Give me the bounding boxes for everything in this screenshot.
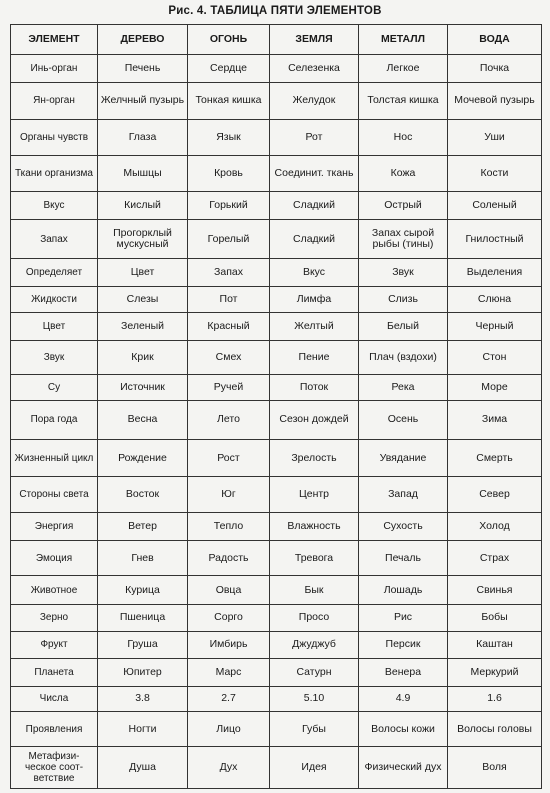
table-cell-water: Меркурий	[448, 658, 542, 686]
table-cell-metal: Сухость	[359, 513, 448, 541]
table-row	[11, 374, 542, 400]
row-header-cell: Проявления	[11, 712, 98, 747]
row-header-cell: Ян-орган	[11, 82, 98, 119]
table-cell-water: Кости	[448, 156, 542, 192]
table-cell-water: Гнилостный	[448, 220, 542, 259]
table-cell-fire: 2.7	[188, 686, 270, 712]
table-cell-fire: Кровь	[188, 156, 270, 192]
table-cell-fire: Лицо	[188, 712, 270, 747]
table-cell-water: Холод	[448, 513, 542, 541]
table-cell-metal: Персик	[359, 631, 448, 658]
table-cell-wood: Желчный пузырь	[98, 82, 188, 119]
table-cell-metal: Белый	[359, 313, 448, 341]
table-cell-water: Море	[448, 374, 542, 400]
row-header-cell: Эмоция	[11, 541, 98, 576]
table-cell-water: Страх	[448, 541, 542, 576]
table-cell-earth: Желудок	[270, 82, 359, 119]
table-cell-water: Зима	[448, 400, 542, 439]
table-body	[11, 55, 542, 789]
table-cell-fire: Имбирь	[188, 631, 270, 658]
header-cell-water: ВОДА	[448, 25, 542, 55]
table-row	[11, 686, 542, 712]
table-cell-fire: Овца	[188, 576, 270, 605]
table-cell-water: Бобы	[448, 605, 542, 632]
table-cell-fire: Сорго	[188, 605, 270, 632]
table-cell-fire: Пот	[188, 287, 270, 313]
table-cell-fire: Красный	[188, 313, 270, 341]
table-cell-wood: Груша	[98, 631, 188, 658]
table-cell-earth: Пение	[270, 340, 359, 374]
row-header-cell: Запах	[11, 220, 98, 259]
table-cell-water: Слюна	[448, 287, 542, 313]
table-cell-water: Выделения	[448, 259, 542, 287]
table-cell-wood: Крик	[98, 340, 188, 374]
table-cell-fire: Смех	[188, 340, 270, 374]
table-cell-earth: Джуджуб	[270, 631, 359, 658]
table-cell-metal: Лошадь	[359, 576, 448, 605]
table-cell-water: Почка	[448, 55, 542, 83]
row-header-cell: Звук	[11, 340, 98, 374]
row-header-cell: Числа	[11, 686, 98, 712]
table-row	[11, 287, 542, 313]
table-cell-wood: Кислый	[98, 192, 188, 220]
table-cell-wood: Пшеница	[98, 605, 188, 632]
table-row	[11, 120, 542, 156]
table-cell-metal: Запад	[359, 477, 448, 513]
header-cell-element: ЭЛЕМЕНТ	[11, 25, 98, 55]
table-cell-earth: Селезенка	[270, 55, 359, 83]
table-cell-wood: Мышцы	[98, 156, 188, 192]
table-cell-wood: Глаза	[98, 120, 188, 156]
table-row	[11, 259, 542, 287]
row-header-cell: Определяет	[11, 259, 98, 287]
table-cell-water: Смерть	[448, 439, 542, 476]
header-cell-earth: ЗЕМЛЯ	[270, 25, 359, 55]
row-header-cell: Пора года	[11, 400, 98, 439]
table-cell-water: Свинья	[448, 576, 542, 605]
row-header-cell: Зерно	[11, 605, 98, 632]
table-cell-earth: Сатурн	[270, 658, 359, 686]
table-cell-metal: Волосы кожи	[359, 712, 448, 747]
table-cell-wood: Зеленый	[98, 313, 188, 341]
table-row	[11, 541, 542, 576]
table-cell-metal: Плач (вздохи)	[359, 340, 448, 374]
table-cell-water: Соленый	[448, 192, 542, 220]
table-cell-metal: Осень	[359, 400, 448, 439]
row-header-cell: Жизненный цикл	[11, 439, 98, 476]
five-elements-table	[10, 24, 542, 789]
header-row	[11, 25, 542, 55]
table-cell-metal: Толстая кишка	[359, 82, 448, 119]
table-row	[11, 439, 542, 476]
row-header-cell: Органы чувств	[11, 120, 98, 156]
table-cell-earth: Поток	[270, 374, 359, 400]
header-cell-wood: ДЕРЕВО	[98, 25, 188, 55]
table-cell-metal: Кожа	[359, 156, 448, 192]
table-cell-earth: Лимфа	[270, 287, 359, 313]
table-cell-earth: Зрелость	[270, 439, 359, 476]
table-cell-metal: Печаль	[359, 541, 448, 576]
table-row	[11, 712, 542, 747]
table-row	[11, 340, 542, 374]
row-header-cell: Фрукт	[11, 631, 98, 658]
table-cell-earth: Сезон дождей	[270, 400, 359, 439]
table-row	[11, 513, 542, 541]
table-cell-metal: Легкое	[359, 55, 448, 83]
row-header-cell: Ткани организма	[11, 156, 98, 192]
table-cell-metal: Нос	[359, 120, 448, 156]
table-cell-earth: Просо	[270, 605, 359, 632]
table-row	[11, 82, 542, 119]
table-cell-fire: Запах	[188, 259, 270, 287]
table-cell-earth: Губы	[270, 712, 359, 747]
table-cell-wood: Слезы	[98, 287, 188, 313]
table-cell-earth: Вкус	[270, 259, 359, 287]
table-cell-metal: Запах сырой рыбы (тины)	[359, 220, 448, 259]
table-cell-wood: Прогорклый мускусный	[98, 220, 188, 259]
table-cell-earth: Соединит. ткань	[270, 156, 359, 192]
table-cell-fire: Ручей	[188, 374, 270, 400]
table-row	[11, 576, 542, 605]
table-cell-metal: Рис	[359, 605, 448, 632]
table-cell-wood: Цвет	[98, 259, 188, 287]
table-cell-metal: Река	[359, 374, 448, 400]
table-cell-earth: Тревога	[270, 541, 359, 576]
table-cell-earth: Сладкий	[270, 220, 359, 259]
table-cell-water: Черный	[448, 313, 542, 341]
table-cell-fire: Юг	[188, 477, 270, 513]
table-cell-fire: Радость	[188, 541, 270, 576]
table-cell-fire: Дух	[188, 747, 270, 789]
table-cell-metal: Физический дух	[359, 747, 448, 789]
table-row	[11, 156, 542, 192]
table-row	[11, 747, 542, 789]
table-cell-wood: Душа	[98, 747, 188, 789]
table-cell-metal: Острый	[359, 192, 448, 220]
table-cell-fire: Сердце	[188, 55, 270, 83]
row-header-cell: Животное	[11, 576, 98, 605]
table-cell-water: Волосы головы	[448, 712, 542, 747]
table-cell-wood: Курица	[98, 576, 188, 605]
table-cell-metal: Венера	[359, 658, 448, 686]
table-cell-fire: Горький	[188, 192, 270, 220]
row-header-cell: Вкус	[11, 192, 98, 220]
table-row	[11, 55, 542, 83]
table-cell-fire: Марс	[188, 658, 270, 686]
table-cell-wood: Восток	[98, 477, 188, 513]
row-header-cell: Метафизи-ческое соот-ветствие	[11, 747, 98, 789]
table-cell-earth: Рот	[270, 120, 359, 156]
table-cell-fire: Тепло	[188, 513, 270, 541]
table-cell-metal: Слизь	[359, 287, 448, 313]
table-cell-wood: Весна	[98, 400, 188, 439]
table-cell-wood: Гнев	[98, 541, 188, 576]
table-cell-metal: Увядание	[359, 439, 448, 476]
row-header-cell: Цвет	[11, 313, 98, 341]
table-cell-water: Каштан	[448, 631, 542, 658]
table-row	[11, 400, 542, 439]
row-header-cell: Инь-орган	[11, 55, 98, 83]
table-cell-wood: Печень	[98, 55, 188, 83]
table-cell-earth: Центр	[270, 477, 359, 513]
table-cell-earth: Желтый	[270, 313, 359, 341]
row-header-cell: Жидкости	[11, 287, 98, 313]
table-cell-wood: Рождение	[98, 439, 188, 476]
header-cell-fire: ОГОНЬ	[188, 25, 270, 55]
table-cell-water: Север	[448, 477, 542, 513]
row-header-cell: Стороны света	[11, 477, 98, 513]
table-cell-earth: Сладкий	[270, 192, 359, 220]
table-cell-wood: Ногти	[98, 712, 188, 747]
table-cell-water: Мочевой пузырь	[448, 82, 542, 119]
table-cell-water: Воля	[448, 747, 542, 789]
table-row	[11, 631, 542, 658]
table-row	[11, 313, 542, 341]
table-cell-wood: Ветер	[98, 513, 188, 541]
row-header-cell: Су	[11, 374, 98, 400]
table-row	[11, 658, 542, 686]
table-cell-wood: Источник	[98, 374, 188, 400]
table-cell-earth: Идея	[270, 747, 359, 789]
table-cell-water: 1.6	[448, 686, 542, 712]
table-row	[11, 605, 542, 632]
table-cell-earth: Влажность	[270, 513, 359, 541]
table-row	[11, 477, 542, 513]
table-cell-earth: Бык	[270, 576, 359, 605]
table-cell-wood: 3.8	[98, 686, 188, 712]
table-row	[11, 220, 542, 259]
table-row	[11, 192, 542, 220]
table-cell-fire: Рост	[188, 439, 270, 476]
table-cell-fire: Тонкая кишка	[188, 82, 270, 119]
table-cell-wood: Юпитер	[98, 658, 188, 686]
table-cell-metal: Звук	[359, 259, 448, 287]
table-cell-fire: Горелый	[188, 220, 270, 259]
table-cell-water: Стон	[448, 340, 542, 374]
table-cell-fire: Лето	[188, 400, 270, 439]
table-cell-metal: 4.9	[359, 686, 448, 712]
figure-caption: Рис. 4. ТАБЛИЦА ПЯТИ ЭЛЕМЕНТОВ	[168, 5, 382, 17]
header-cell-metal: МЕТАЛЛ	[359, 25, 448, 55]
table-cell-fire: Язык	[188, 120, 270, 156]
table-cell-earth: 5.10	[270, 686, 359, 712]
row-header-cell: Планета	[11, 658, 98, 686]
table-cell-water: Уши	[448, 120, 542, 156]
row-header-cell: Энергия	[11, 513, 98, 541]
